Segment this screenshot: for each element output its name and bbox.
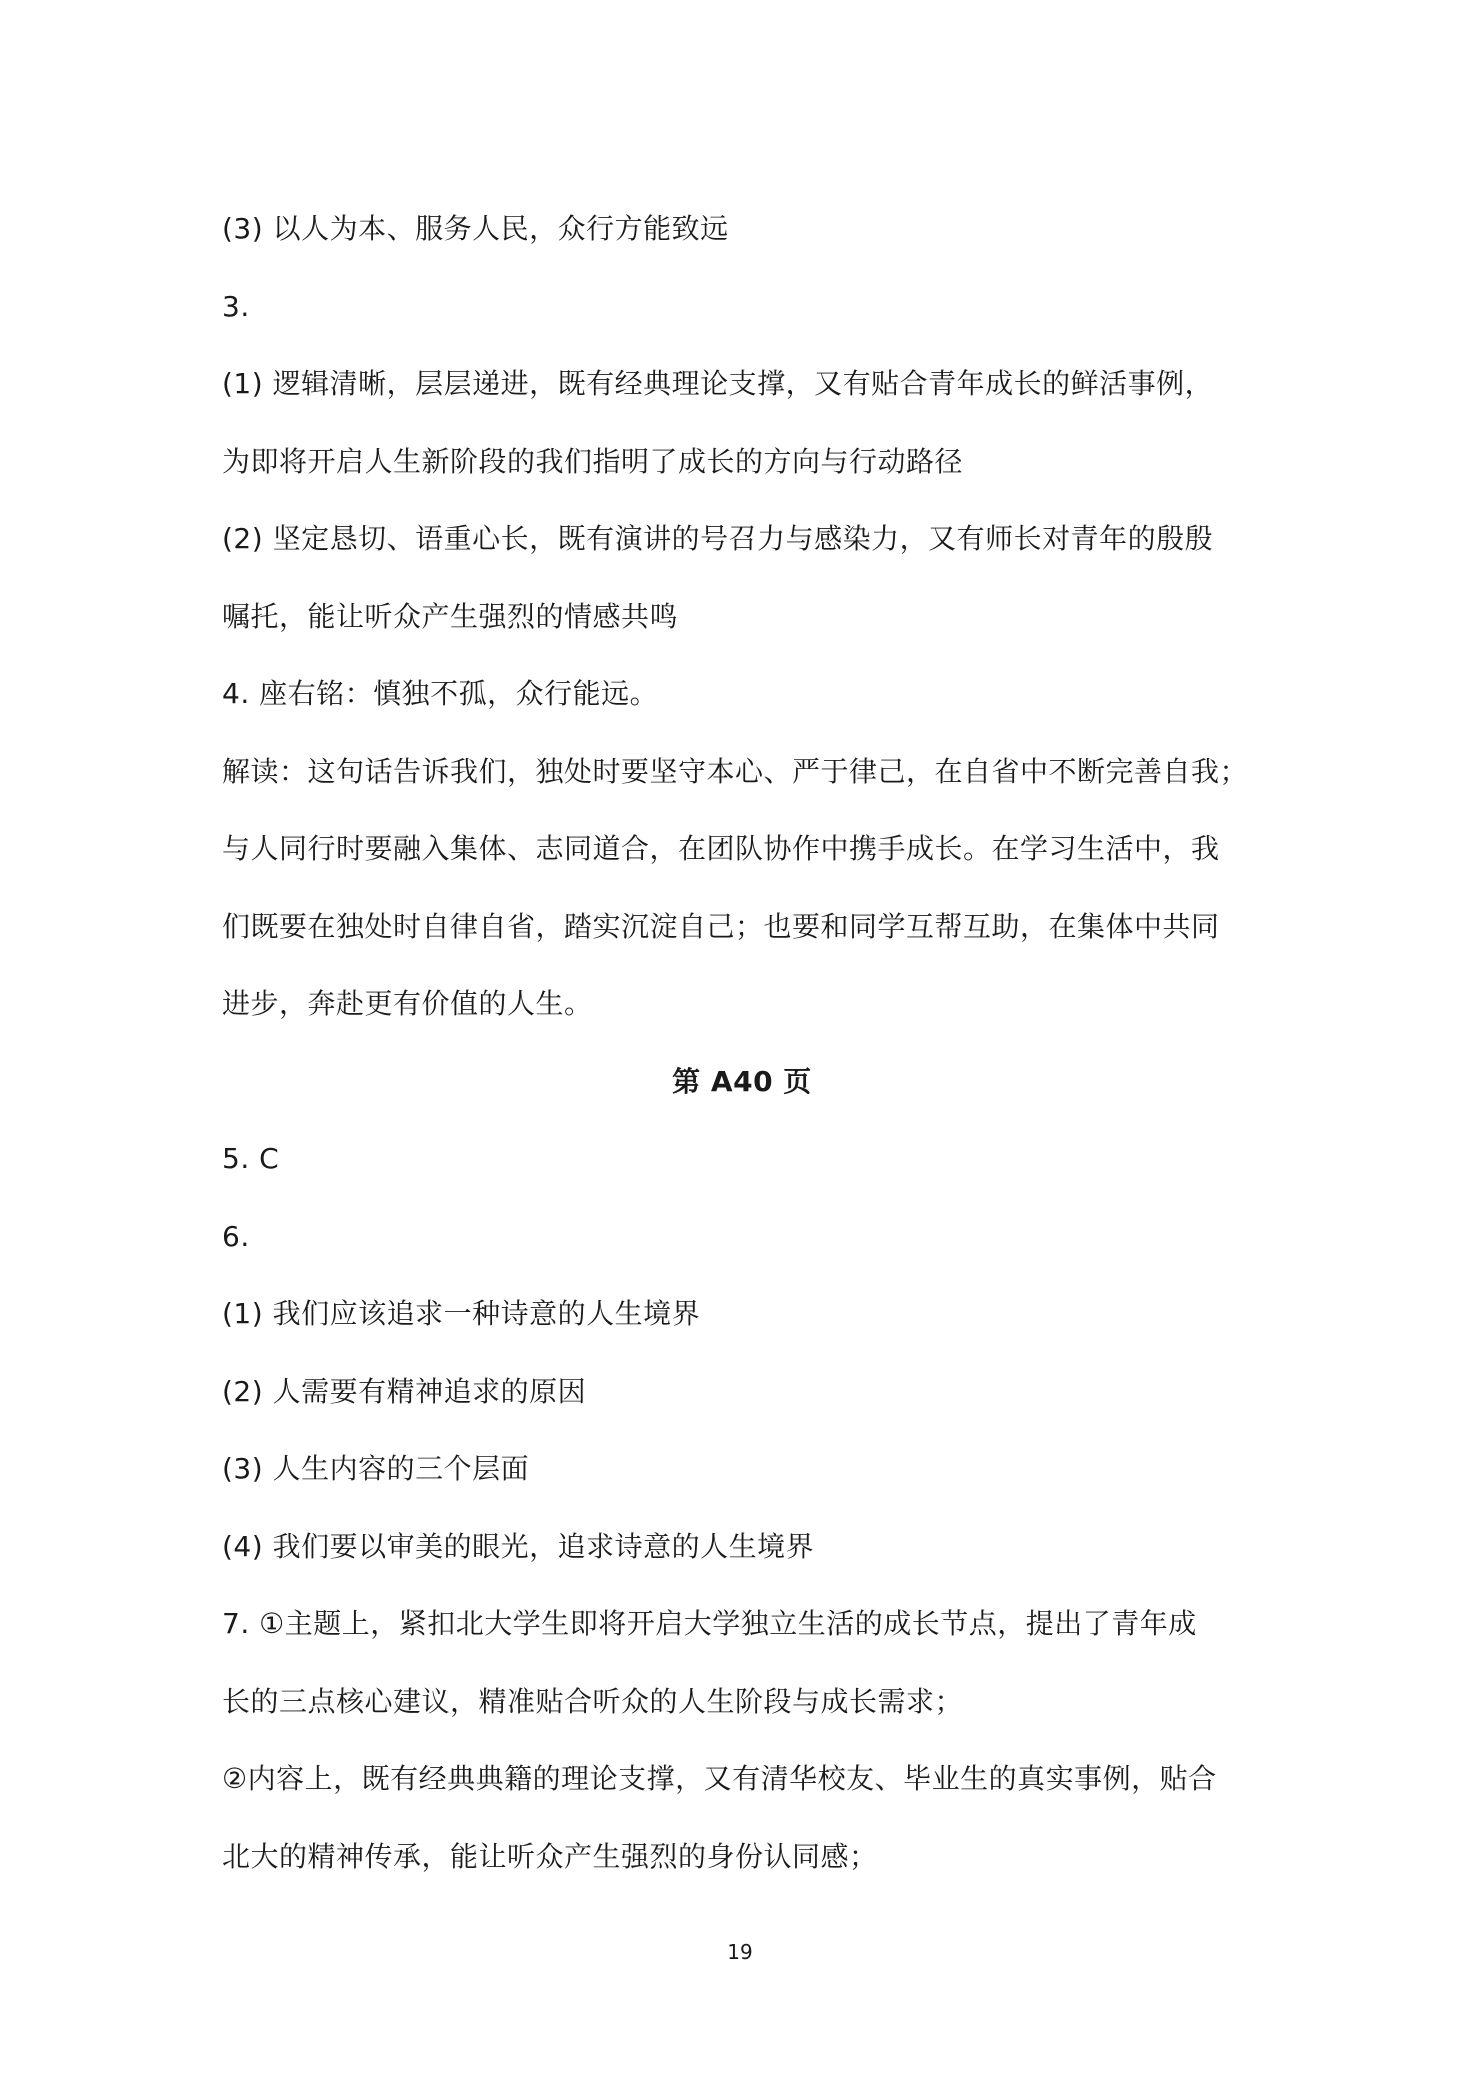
answer-line: 5. C — [222, 1142, 280, 1175]
answer-line: 进步，奔赴更有价值的人生。 — [222, 987, 593, 1020]
answer-line: 解读：这句话告诉我们，独处时要坚守本心、严于律己，在自省中不断完善自我； — [222, 754, 1249, 788]
answer-line: (2) 坚定恳切、语重心长，既有演讲的号召力与感染力，又有师长对青年的殷殷 — [222, 522, 1214, 555]
answer-line: (1) 我们应该追求一种诗意的人生境界 — [222, 1297, 701, 1330]
answer-line: 4. 座右铭：慎独不孤，众行能远。 — [222, 677, 659, 710]
answer-line: 们既要在独处时自律自省，踏实沉淀自己；也要和同学互帮互助，在集体中共同 — [222, 909, 1220, 943]
answer-line: (4) 我们要以审美的眼光，追求诗意的人生境界 — [222, 1529, 815, 1563]
answer-line: (3) 以人为本、服务人民，众行方能致远 — [222, 212, 729, 245]
answer-line: 7. ①主题上，紧扣北大学生即将开启大学独立生活的成长节点，提出了青年成 — [222, 1607, 1197, 1640]
answer-line: (3) 人生内容的三个层面 — [222, 1452, 530, 1485]
answer-line: 为即将开启人生新阶段的我们指明了成长的方向与行动路径 — [222, 444, 964, 478]
answer-line: (2) 人需要有精神追求的原因 — [222, 1374, 587, 1408]
question-number: 6. — [222, 1219, 250, 1253]
answer-line: 北大的精神传承，能让听众产生强烈的身份认同感； — [222, 1839, 878, 1873]
answer-line: 与人同行时要融入集体、志同道合，在团队协作中携手成长。在学习生活中，我 — [222, 832, 1220, 865]
question-number: 3. — [222, 289, 250, 323]
section-heading: 第 A40 页 — [672, 1064, 812, 1098]
answer-line: 长的三点核心建议，精准贴合听众的人生阶段与成长需求； — [222, 1684, 964, 1718]
answer-line: ②内容上，既有经典典籍的理论支撑，又有清华校友、毕业生的真实事例，贴合 — [222, 1762, 1217, 1795]
answer-line: 嘱托，能让听众产生强烈的情感共鸣 — [222, 599, 679, 633]
answer-line: (1) 逻辑清晰，层层递进，既有经典理论支撑，又有贴合青年成长的鲜活事例， — [222, 367, 1214, 400]
answer-content — [222, 190, 1262, 1895]
page-number: 19 — [727, 1940, 753, 1964]
